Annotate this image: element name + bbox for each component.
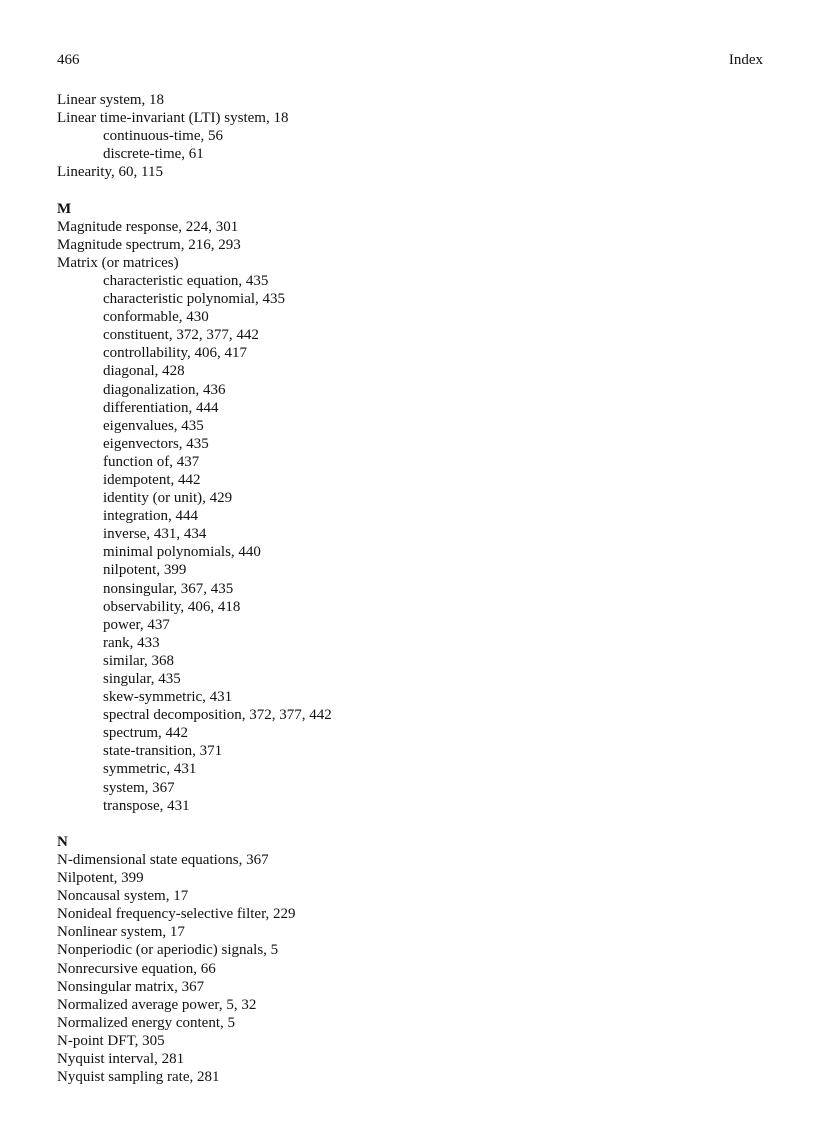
index-subentry: symmetric, 431	[103, 761, 197, 778]
index-entries	[57, 91, 763, 1086]
index-entry: Matrix (or matrices)	[57, 254, 179, 271]
index-subentry: observability, 406, 418	[103, 598, 241, 615]
index-entry: Magnitude response, 224, 301	[57, 218, 239, 235]
index-entry: Linear time-invariant (LTI) system, 18	[57, 110, 289, 127]
index-entry: Nyquist sampling rate, 281	[57, 1069, 220, 1086]
index-subentry: eigenvectors, 435	[103, 435, 209, 452]
index-subentry: identity (or unit), 429	[103, 490, 233, 507]
index-subentry: power, 437	[103, 616, 170, 633]
section-letter-n: N	[57, 833, 68, 850]
index-subentry: singular, 435	[103, 671, 181, 687]
index-subentry: inverse, 431, 434	[103, 526, 207, 543]
index-subentry: spectrum, 442	[103, 725, 188, 742]
index-subentry: eigenvalues, 435	[103, 417, 204, 434]
index-entry: Nonlinear system, 17	[57, 924, 185, 941]
index-entry: Normalized average power, 5, 32	[57, 996, 257, 1013]
index-entry: Linear system, 18	[57, 92, 165, 108]
index-entry: Magnitude spectrum, 216, 293	[57, 236, 241, 253]
index-subentry: idempotent, 442	[103, 471, 201, 488]
index-entry: N-point DFT, 305	[57, 1032, 165, 1049]
index-entry: Noncausal system, 17	[57, 888, 189, 905]
index-entry: Nonrecursive equation, 66	[57, 960, 216, 977]
index-entry: Nonperiodic (or aperiodic) signals, 5	[57, 942, 279, 959]
index-subentry: conformable, 430	[103, 309, 209, 326]
index-entry: Linearity, 60, 115	[57, 164, 163, 181]
index-subentry: spectral decomposition, 372, 377, 442	[103, 707, 332, 724]
index-subentry: constituent, 372, 377, 442	[103, 327, 259, 344]
index-subentry: discrete-time, 61	[103, 146, 204, 163]
index-entry: Normalized energy content, 5	[57, 1014, 235, 1031]
index-subentry: nonsingular, 367, 435	[103, 580, 234, 597]
index-subentry: function of, 437	[103, 453, 200, 470]
index-entry: Nyquist interval, 281	[57, 1050, 185, 1067]
index-subentry: diagonal, 428	[103, 363, 185, 380]
index-subentry: continuous-time, 56	[103, 128, 223, 145]
running-title: Index	[728, 52, 763, 68]
index-subentry: transpose, 431	[103, 797, 190, 814]
section-letter-m: M	[57, 200, 72, 217]
index-subentry: system, 367	[103, 779, 175, 796]
index-subentry: nilpotent, 399	[103, 562, 187, 579]
index-subentry: differentiation, 444	[103, 399, 219, 416]
index-entry: Nilpotent, 399	[57, 870, 144, 887]
section-gap	[57, 815, 763, 833]
index-subentry: skew-symmetric, 431	[103, 689, 233, 706]
index-subentry: diagonalization, 436	[103, 381, 226, 398]
index-entry: N-dimensional state equations, 367	[57, 851, 269, 868]
index-subentry: minimal polynomials, 440	[103, 544, 261, 561]
index-subentry: state-transition, 371	[103, 743, 223, 760]
section-gap	[57, 181, 763, 199]
page-header	[57, 50, 763, 70]
index-subentry: integration, 444	[103, 508, 198, 525]
index-subentry: rank, 433	[103, 634, 160, 651]
page-number: 466	[57, 52, 80, 68]
index-subentry: characteristic equation, 435	[103, 272, 269, 289]
index-entry: Nonideal frequency-selective filter, 229	[57, 906, 296, 923]
index-entry: Nonsingular matrix, 367	[57, 978, 205, 995]
index-subentry: similar, 368	[103, 652, 175, 669]
index-subentry: controllability, 406, 417	[103, 345, 248, 362]
index-subentry: characteristic polynomial, 435	[103, 291, 286, 308]
